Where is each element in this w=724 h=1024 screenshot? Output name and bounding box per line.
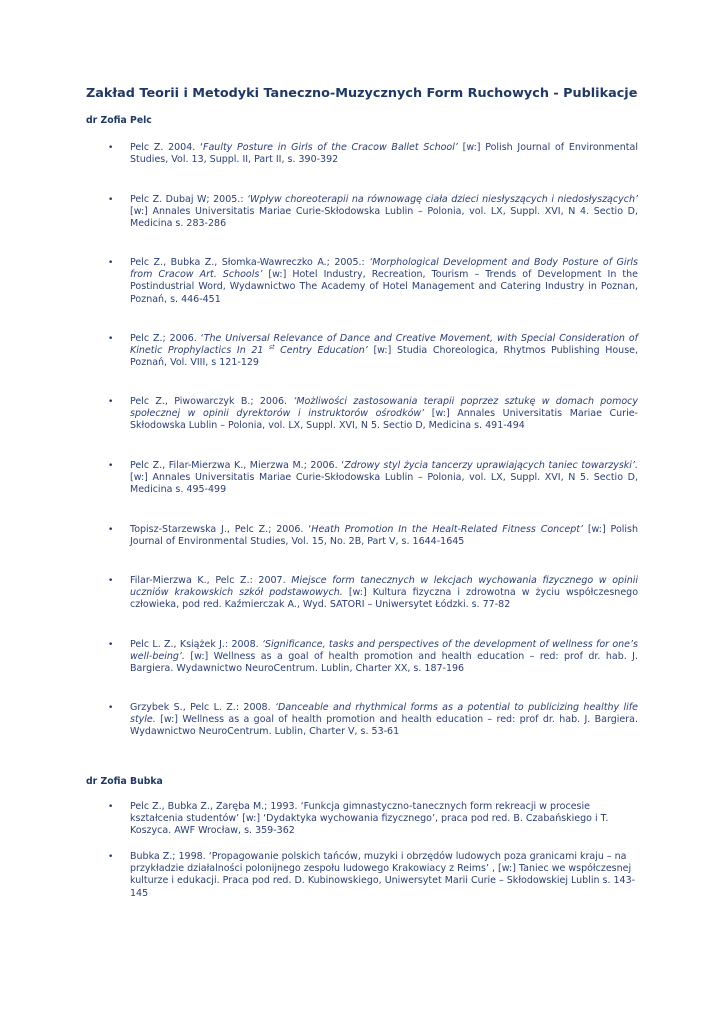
- publication-entry: • Pelc Z. 2004. ‘Faulty Posture in Girls of the Cracow Ballet School’ [w:] Polish Journal of Environmental Studies, Vol. 13, Suppl. II, Part II, s. 390-392: [108, 142, 638, 166]
- bullet-icon: •: [108, 258, 114, 268]
- section-heading-pelc: dr Zofia Pelc: [86, 115, 152, 126]
- publication-entry: • Pelc Z., Bubka Z., Słomka-Wawreczko A.; 2005.: ‘Morphological Development and Body Posture of Girls from Cracow Art. Schools’ [w:] Hotel Industry, Recreation, Tourism – Trends of Development In the Postindustrial Word, Wydawnictwo The Academy of Hotel Management and Catering Industry in Poznan, Poznań, s. 446-451: [108, 257, 638, 305]
- bullet-icon: •: [108, 852, 114, 862]
- publication-entry: • Pelc Z., Piwowarczyk B.; 2006. ‘Możliwości zastosowania terapii poprzez sztukę w domach pomocy społecznej w opinii dyrektorów i instruktorów ośrodków’ [w:] Annales Universitatis Mariae Curie-Skłodowska Lublin – Polonia, vol. LX, Suppl. XVI, N 5. Sectio D, Medicina s. 491-494: [108, 396, 638, 432]
- publication-entry: • Bubka Z.; 1998. ‘Propagowanie polskich tańców, muzyki i obrzędów ludowych poza granicami kraju – na przykładzie działalności polonijnego zespołu ludowego Krakowiacy z Reims’ , [w:] Taniec we współczesnej kulturze i edukacji. Praca pod red. D. Kubinowskiego, Uniwersytet Marii Curie – Skłodowskiej Lublin s. 143-145: [108, 851, 636, 899]
- bullet-icon: •: [108, 525, 114, 535]
- publication-entry: • Pelc Z., Filar-Mierzwa K., Mierzwa M.; 2006. ‘Zdrowy styl życia tancerzy uprawiających taniec towarzyski’. [w:] Annales Universitatis Mariae Curie-Skłodowska Lublin – Polonia, vol. LX, Suppl. XVI, N 5. Sectio D, Medicina s. 495-499: [108, 460, 638, 496]
- bullet-icon: •: [108, 195, 114, 205]
- publication-entry: • Grzybek S., Pelc L. Z.: 2008. ‘Danceable and rhythmical forms as a potential to publicizing healthy life style. [w:] Wellness as a goal of health promotion and health education – red: prof dr. hab. J. Bargiera. Wydawnictwo NeuroCentrum. Lublin, Charter V, s. 53-61: [108, 702, 638, 738]
- page-title: Zakład Teorii i Metodyki Taneczno-Muzycznych Form Ruchowych - Publikacje: [86, 86, 638, 101]
- section-heading-bubka: dr Zofia Bubka: [86, 776, 163, 787]
- bullet-icon: •: [108, 640, 114, 650]
- bullet-icon: •: [108, 461, 114, 471]
- publication-entry: • Pelc Z.; 2006. ‘The Universal Relevance of Dance and Creative Movement, with Special Consideration of Kinetic Prophylactics In 21 $^{st}$ Centry Education’ [w:] Studia Choreologica, Rhytmos Publishing House, Poznań, Vol. VIII, s 121-129: [108, 333, 639, 369]
- bullet-icon: •: [108, 802, 114, 812]
- publication-entry: • Pelc Z. Dubaj W; 2005.: ‘Wpływ choreoterapii na równowagę ciała dzieci niesłyszących i niedosłyszących’ [w:] Annales Universitatis Mariae Curie-Skłodowska Lublin – Polonia, vol. LX, Suppl. XVI, N 4. Sectio D, Medicina s. 283-286: [108, 194, 638, 230]
- bullet-icon: •: [108, 703, 114, 713]
- publication-entry: • Pelc L. Z., Książek J.: 2008. ‘Significance, tasks and perspectives of the development of wellness for one’s well-being’. [w:] Wellness as a goal of health promotion and health education – red: prof dr. hab. J. Bargiera. Wydawnictwo NeuroCentrum. Lublin, Charter XX, s. 187-196: [108, 639, 638, 675]
- bullet-icon: •: [108, 143, 114, 153]
- publication-entry: • Pelc Z., Bubka Z., Zaręba M.; 1993. ‘Funkcja gimnastyczno-tanecznych form rekreacji w procesie kształcenia studentów’ [w:] ‘Dydaktyka wychowania fizycznego’, praca pod red. B. Czabańskiego i T. Koszyca. AWF Wrocław, s. 359-362: [108, 801, 609, 837]
- bullet-icon: •: [108, 576, 114, 586]
- bullet-icon: •: [108, 397, 114, 407]
- bullet-icon: •: [108, 334, 114, 344]
- publication-entry: • Topisz-Starzewska J., Pelc Z.; 2006. ‘Heath Promotion In the Healt-Related Fitness Concept’ [w:] Polish Journal of Environmental Studies, Vol. 15, No. 2B, Part V, s. 1644-1645: [108, 524, 639, 548]
- publication-entry: • Filar-Mierzwa K., Pelc Z.: 2007. Miejsce form tanecznych w lekcjach wychowania fizycznego w opinii uczniów krakowskich szkół podstawowych. [w:] Kultura fizyczna i zdrowotna w życiu współczesnego człowieka, pod red. Kaźmierczak A., Wyd. SATORI – Uniwersytet Łódzki. s. 77-82: [108, 575, 639, 611]
